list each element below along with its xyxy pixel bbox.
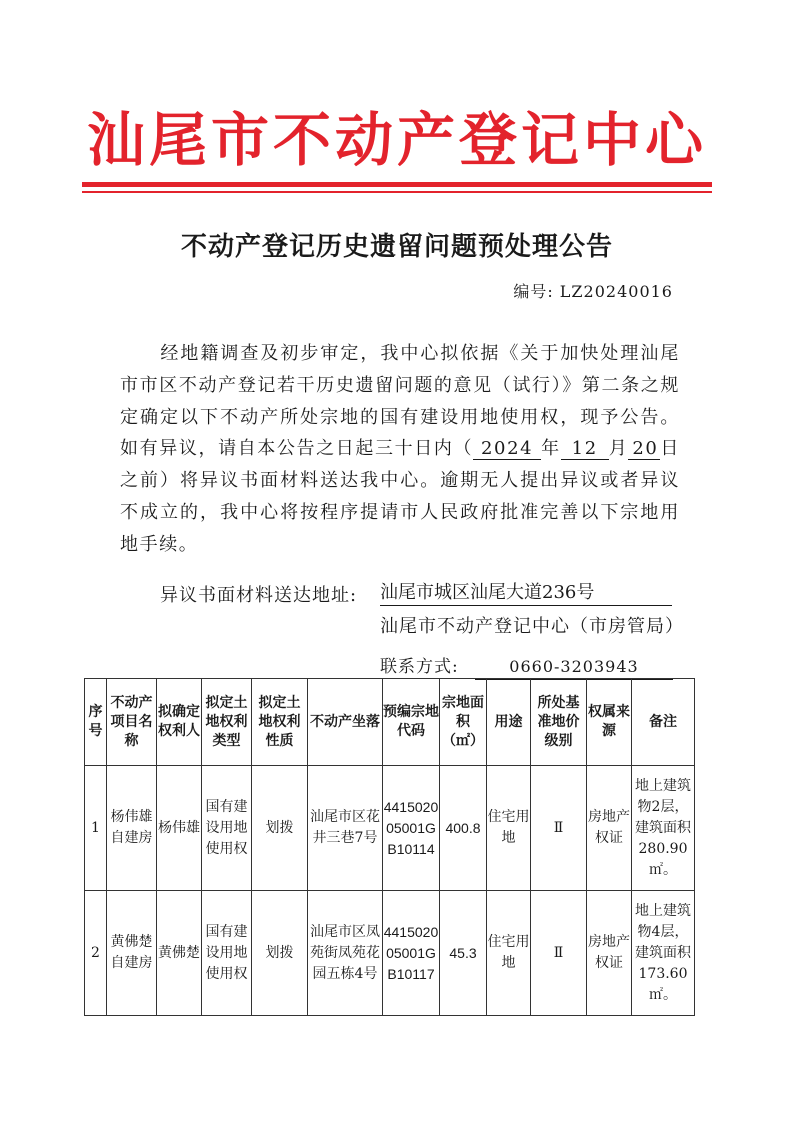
cell-location: 汕尾市区花井三巷7号 — [308, 766, 383, 891]
cell-parcel-code: 441502005001GB10117 — [383, 891, 440, 1016]
day-char: 日 — [660, 438, 680, 460]
deadline-month: 12 — [561, 439, 609, 460]
col-header-project: 不动产项目名称 — [107, 679, 157, 766]
parcel-table — [84, 678, 695, 1016]
col-header-location: 不动产坐落 — [308, 679, 383, 766]
cell-price-level: Ⅱ — [531, 891, 587, 1016]
cell-remarks: 地上建筑物4层，建筑面积173.60㎡。 — [632, 891, 695, 1016]
col-header-price-level: 所处基准地价级别 — [531, 679, 587, 766]
cell-project: 黄佛楚自建房 — [107, 891, 157, 1016]
contact-label: 联系方式: — [380, 657, 459, 677]
cell-remarks: 地上建筑物2层，建筑面积280.90㎡。 — [632, 766, 695, 891]
deadline-year: 2024 — [473, 439, 541, 460]
address-line-2: 汕尾市不动产登记中心（市房管局） — [380, 616, 684, 637]
col-header-remarks: 备注 — [632, 679, 695, 766]
address-label: 异议书面材料送达地址: — [160, 585, 358, 606]
notice-title: 不动产登记历史遗留问题预处理公告 — [180, 232, 613, 262]
cell-index: 2 — [85, 891, 107, 1016]
col-header-right-nature: 拟定土地权利性质 — [252, 679, 308, 766]
deadline-day: 20 — [628, 439, 660, 460]
cell-area: 400.8 — [440, 766, 487, 891]
cell-right-type: 国有建设用地使用权 — [202, 766, 252, 891]
cell-parcel-code: 441502005001GB10114 — [383, 766, 440, 891]
cell-right-nature: 划拨 — [252, 766, 308, 891]
header-rule-thick — [82, 182, 712, 187]
cell-location: 汕尾市区凤苑街凤苑花园五栋4号 — [308, 891, 383, 1016]
cell-area: 45.3 — [440, 891, 487, 1016]
table-header-row — [85, 679, 695, 766]
cell-ownership-source: 房地产权证 — [587, 891, 632, 1016]
cell-right-nature: 划拨 — [252, 891, 308, 1016]
header-rule-thin — [82, 191, 712, 193]
address-line-1: 汕尾市城区汕尾大道236号 — [380, 581, 672, 606]
cell-project: 杨伟雄自建房 — [107, 766, 157, 891]
body-paragraph — [120, 338, 680, 561]
cell-owner: 黄佛楚 — [157, 891, 202, 1016]
cell-price-level: Ⅱ — [531, 766, 587, 891]
body-text-1: 经地籍调查及初步审定，我中心拟依据《关于加快处理汕尾市市区不动产登记若干历史遗留问题的意见（试行）》第二条之规定确定以下不动产所处宗地的国有建设用地使用权，现予公告。如有异议，请自本公告之日起三十日内（ — [120, 343, 680, 460]
col-header-owner: 拟确定权利人 — [157, 679, 202, 766]
year-char: 年 — [541, 438, 561, 460]
col-header-right-type: 拟定土地权利类型 — [202, 679, 252, 766]
cell-use: 住宅用地 — [487, 766, 531, 891]
col-header-index: 序号 — [85, 679, 107, 766]
col-header-use: 用途 — [487, 679, 531, 766]
cell-owner: 杨伟雄 — [157, 766, 202, 891]
org-title: 汕尾市不动产登记中心 — [86, 106, 707, 174]
cell-right-type: 国有建设用地使用权 — [202, 891, 252, 1016]
table-row — [85, 766, 695, 891]
contact-phone: 0660-3203943 — [475, 655, 673, 680]
col-header-ownership-source: 权属来源 — [587, 679, 632, 766]
cell-ownership-source: 房地产权证 — [587, 766, 632, 891]
cell-index: 1 — [85, 766, 107, 891]
month-char: 月 — [608, 438, 629, 460]
cell-use: 住宅用地 — [487, 891, 531, 1016]
doc-number: 编号: LZ20240016 — [513, 282, 673, 301]
body-text-2: 之前）将异议书面材料送达我中心。逾期无人提出异议或者异议不成立的，我中心将按程序提请市人民政府批准完善以下宗地用地手续。 — [120, 470, 680, 555]
col-header-area: 宗地面积（㎡） — [440, 679, 487, 766]
table-row — [85, 891, 695, 1016]
col-header-parcel-code: 预编宗地代码 — [383, 679, 440, 766]
